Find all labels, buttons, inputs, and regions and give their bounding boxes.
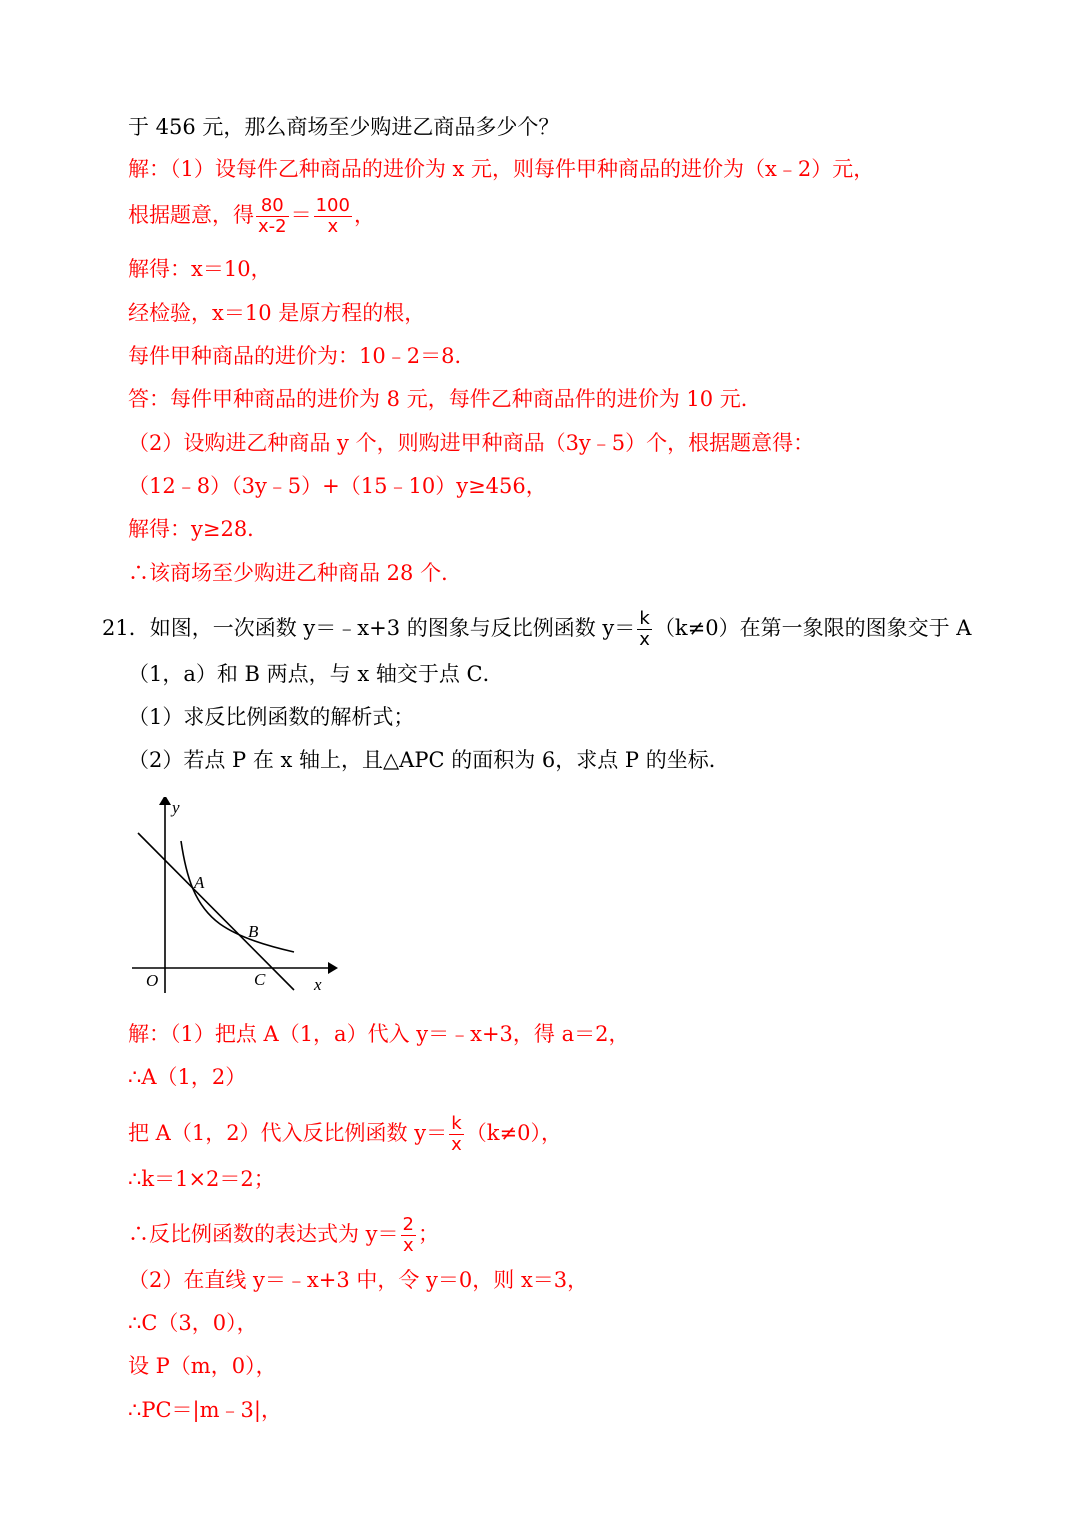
q21-question-line2: （1，a）和 B 两点，与 x 轴交于点 C． (128, 662, 504, 686)
q20-sol-line2 (128, 196, 375, 237)
q21-question-line4: （2）若点 P 在 x 轴上，且△APC 的面积为 6，求点 P 的坐标． (128, 748, 730, 772)
q21-sol-line5-pre: ∴反比例函数的表达式为 y＝ (128, 1222, 399, 1246)
q21-sol-line3 (128, 1114, 562, 1155)
linear-function-line (138, 833, 294, 990)
q20-sol-line2-pre: 根据题意，得 (128, 203, 254, 227)
q21-sol-line5-post: ； (418, 1222, 439, 1246)
fraction-numerator: k (451, 1113, 462, 1134)
fraction-numerator: k (639, 608, 650, 629)
fraction-numerator: 80 (260, 195, 284, 216)
q21-sol-line7: ∴C（3，0）， (128, 1311, 258, 1335)
q20-sol-line10: ∴该商场至少购进乙种商品 28 个． (128, 561, 463, 585)
q20-sol-line8: （12﹣8）（3y﹣5）+（15﹣10）y≥456， (128, 474, 547, 498)
equals-sign: ＝ (290, 203, 312, 227)
fraction-denominator: x (314, 216, 352, 237)
q21-sol-line8: 设 P（m，0）， (128, 1354, 277, 1378)
q20-sol-line1: 解：（1）设每件乙种商品的进价为 x 元，则每件甲种商品的进价为（x﹣2）元， (128, 157, 875, 181)
fraction-denominator: x-2 (258, 216, 287, 237)
q21-sol-line6: （2）在直线 y＝﹣x+3 中，令 y＝0，则 x＝3， (128, 1268, 589, 1292)
q20-sol-line2-post: ， (353, 203, 375, 227)
q20-sol-line5: 每件甲种商品的进价为：10﹣2＝8． (128, 344, 476, 368)
fraction-numerator: 2 (402, 1214, 414, 1235)
fraction-80-over-x-2 (256, 196, 289, 237)
label-origin: O (146, 971, 159, 990)
q21-question-line1 (102, 609, 971, 650)
fraction-denominator: x (401, 1235, 416, 1256)
q20-sol-line6: 答：每件甲种商品的进价为 8 元，每件乙种商品件的进价为 10 元． (128, 387, 762, 411)
fraction-k-over-x (637, 609, 652, 650)
fraction-2-over-x (401, 1215, 416, 1256)
fraction-denominator: x (451, 1134, 462, 1155)
label-point-c: C (254, 970, 266, 989)
label-y: y (172, 798, 180, 817)
q21-sol-line9: ∴PC＝|m﹣3|， (128, 1398, 282, 1422)
q20-sol-line9: 解得：y≥28． (128, 517, 269, 541)
label-point-a: A (194, 873, 205, 892)
q21-question-line3: （1）求反比例函数的解析式； (128, 705, 415, 729)
q21-line1-post: （k≠0）在第一象限的图象交于 A (653, 616, 972, 640)
fraction-denominator: x (639, 629, 650, 650)
q20-sol-line7: （2）设购进乙种商品 y 个，则购进甲种商品（3y﹣5）个，根据题意得： (128, 431, 815, 455)
inverse-proportion-curve (181, 841, 294, 952)
q21-sol-line1: 解：（1）把点 A（1，a）代入 y＝﹣x+3，得 a＝2， (128, 1022, 630, 1046)
q20-tail-text: 于 456 元，那么商场至少购进乙商品多少个？ (128, 115, 560, 139)
label-point-b: B (248, 922, 259, 941)
q20-sol-line3: 解得：x＝10， (128, 257, 272, 281)
function-graph-figure (128, 797, 338, 997)
q21-line1-pre: 21．如图，一次函数 y＝﹣x+3 的图象与反比例函数 y＝ (102, 616, 636, 640)
fraction-k-over-x (449, 1114, 464, 1155)
q21-sol-line2: ∴A（1，2） (128, 1065, 247, 1089)
q21-sol-line3-pre: 把 A（1，2）代入反比例函数 y＝ (128, 1121, 448, 1145)
q21-sol-line3-post: （k≠0）， (465, 1121, 562, 1145)
fraction-numerator: 100 (315, 195, 350, 216)
label-x: x (314, 975, 322, 994)
fraction-100-over-x (314, 196, 352, 237)
q20-sol-line4: 经检验，x＝10 是原方程的根， (128, 301, 426, 325)
y-axis-arrow-icon (159, 797, 171, 805)
x-axis-arrow-icon (328, 962, 338, 974)
q21-sol-line4: ∴k＝1×2＝2； (128, 1167, 275, 1191)
q21-sol-line5 (128, 1215, 439, 1256)
